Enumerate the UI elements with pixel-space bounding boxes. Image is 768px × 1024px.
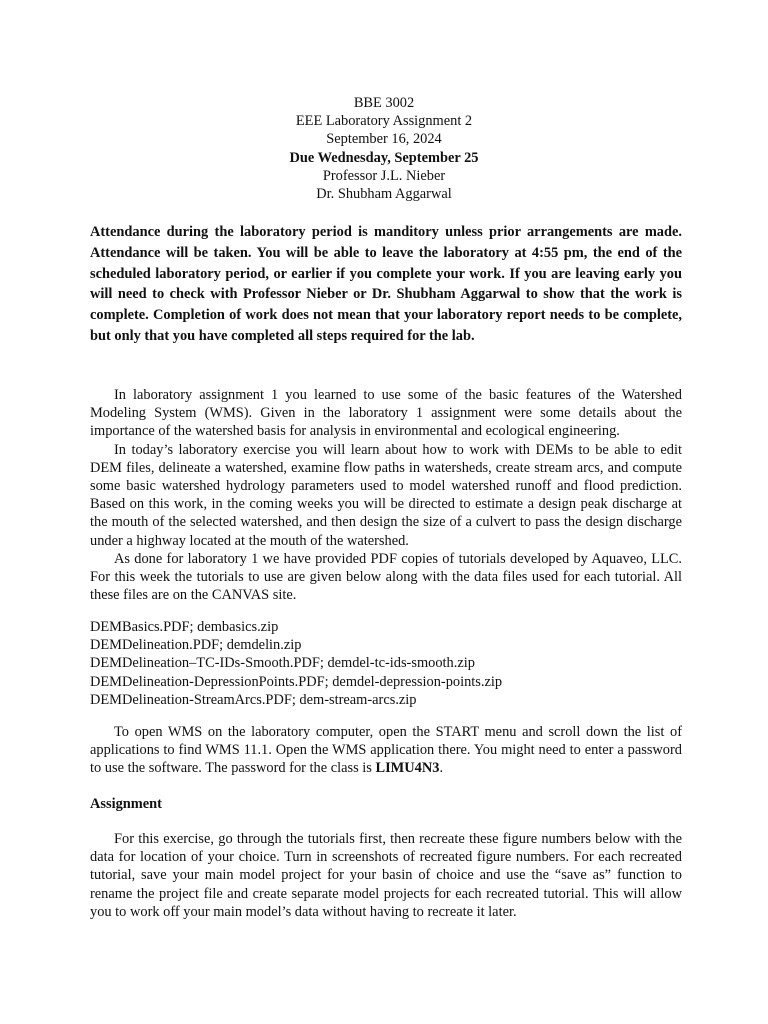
file-list-item: DEMBasics.PDF; dembasics.zip <box>90 619 279 635</box>
assignment-title: EEE Laboratory Assignment 2 <box>295 113 473 130</box>
intro-paragraph: In laboratory assignment 1 you learned to use some of the basic features of the Watershed Modeling System (WMS). Given in the laboratory 1 assignment were some details about the importance of the watershed basis for analysis in environmental and ecological engineering. <box>90 387 682 440</box>
assignment-paragraph: For this exercise, go through the tutorials first, then recreate these figure numbers below with the data for location of your choice. Turn in screenshots of recreated figure numbers. For each recreated tutorial, save your main model project for your basin of choice and use the “save as” function to rename the project file and create separate model projects for each recreated tutorial. This will allow you to work off your main model’s data without having to recreate it later. <box>90 831 682 920</box>
tutorial-file-list <box>90 618 682 709</box>
open-wms-instructions <box>90 723 682 778</box>
due-date: Due Wednesday, September 25 <box>289 149 479 166</box>
file-list-item: DEMDelineation-StreamArcs.PDF; dem-stream-arcs.zip <box>90 691 417 708</box>
open-wms-text: To open WMS on the laboratory computer, open the START menu and scroll down the list of applications to find WMS 11.1. Open the WMS application there. You might need to enter a password to use the software. The password for the class is <box>90 724 682 777</box>
class-password: LIMU4N3 <box>375 760 440 777</box>
course-code: BBE 3002 <box>353 95 415 111</box>
file-list-item: DEMDelineation–TC-IDs-Smooth.PDF; demdel-tc-ids-smooth.zip <box>90 655 475 672</box>
professor-name: Professor J.L. Nieber <box>322 167 446 184</box>
intro-section <box>90 386 682 604</box>
file-list-item: DEMDelineation.PDF; demdelin.zip <box>90 637 302 654</box>
assignment-date: September 16, 2024 <box>326 131 442 148</box>
intro-paragraph: In today’s laboratory exercise you will learn about how to work with DEMs to be able to edit DEM files, delineate a watershed, examine flow paths in watersheds, create stream arcs, and compute some basic watershed hydrology parameters used to model watershed runoff and flood prediction. Based on this work, in the coming weeks you will be directed to estimate a design peak discharge at the mouth of the selected watershed, and then design the size of a culvert to pass the design discharge under a highway located at the mouth of the watershed. <box>90 441 682 549</box>
file-list-item: DEMDelineation-DepressionPoints.PDF; demdel-depression-points.zip <box>90 673 503 690</box>
assignment-heading: Assignment <box>90 796 162 812</box>
open-wms-paragraph <box>90 723 682 778</box>
attendance-notice: Attendance during the laboratory period is manditory unless prior arrangements are made. Attendance will be taken. You will be able to leave the laboratory at 4:55 pm, the end of the scheduled laboratory period, or earlier if you complete your work. If you are leaving early you will need to check with Professor Nieber or Dr. Shubham Aggarwal to show that the work is complete. Completion of work does not mean that your laboratory report needs to be complete, but only that you have completed all steps required for the lab. <box>90 224 682 344</box>
intro-paragraph: As done for laboratory 1 we have provided PDF copies of tutorials developed by Aquaveo, LLC. For this week the tutorials to use are given below along with the data files used for each tutorial. All these files are on the CANVAS site. <box>90 550 682 604</box>
open-wms-end: . <box>439 760 444 777</box>
assignment-section <box>90 830 682 921</box>
document-header <box>0 94 768 203</box>
instructor-name: Dr. Shubham Aggarwal <box>316 185 452 202</box>
